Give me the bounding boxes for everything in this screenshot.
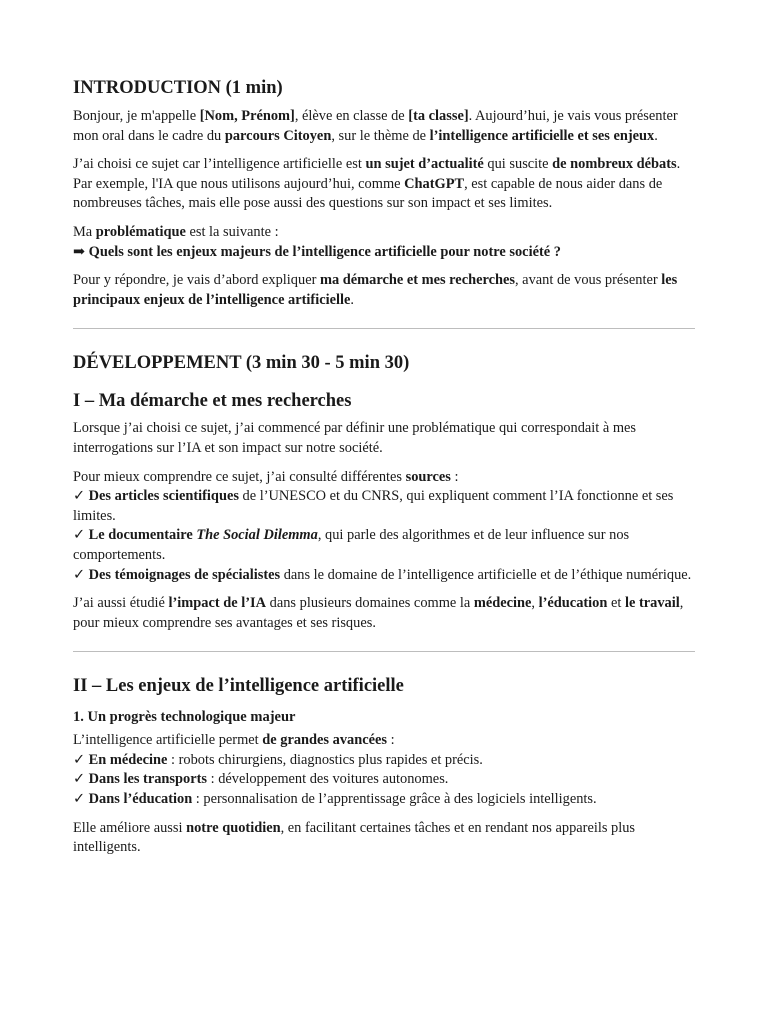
bold-text: l’éducation bbox=[538, 595, 608, 612]
bold-text: ➡ Quels sont les enjeux majeurs de l’intelligence artificielle pour notre société ? bbox=[73, 243, 561, 260]
text-run: J’ai choisi ce sujet car l’intelligence artificielle est bbox=[73, 156, 366, 173]
text-run: , pour mieux comprendre ses avantages et ses risques. bbox=[73, 595, 684, 631]
bold-text: médecine bbox=[473, 595, 532, 612]
text-run: . Par exemple, l'IA que nous utilisons aujourd’hui, comme bbox=[73, 156, 681, 192]
bold-text: Dans l’éducation bbox=[88, 791, 193, 808]
section-heading-introduction: INTRODUCTION (1 min) bbox=[73, 78, 283, 98]
emphasis-text: The Social Dilemma bbox=[196, 527, 318, 544]
text-run: , qui parle des algorithmes et de leur influence sur nos comportements. bbox=[73, 527, 630, 563]
text-run: , bbox=[531, 595, 539, 612]
text-run: ✓ bbox=[73, 791, 89, 808]
text-run: , est capable de nous aider dans de nombreuses tâches, mais elle pose aussi des questions sur son impact et ses limites. bbox=[73, 175, 663, 212]
section-divider bbox=[73, 328, 695, 329]
part2-paragraph-2 bbox=[73, 819, 695, 858]
bold-text: un sujet d’actualité bbox=[365, 156, 484, 173]
intro-paragraph-4 bbox=[73, 271, 695, 310]
document-page bbox=[73, 76, 695, 867]
text-run: J’ai aussi étudié bbox=[73, 595, 169, 612]
text-run: ✓ bbox=[73, 527, 89, 544]
text-run: L’intelligence artificielle permet bbox=[73, 732, 263, 749]
text-run: : bbox=[386, 732, 395, 749]
bold-text: Des témoignages de spécialistes bbox=[88, 566, 281, 583]
text-run: ✓ bbox=[73, 488, 89, 505]
part1-paragraph-3 bbox=[73, 594, 695, 633]
text-run: Lorsque j’ai choisi ce sujet, j’ai commencé par définir une problématique qui correspondait à mes interrogations sur l’IA et son impact sur notre société. bbox=[73, 420, 637, 456]
text-run: ✓ bbox=[73, 771, 89, 788]
text-run: dans plusieurs domaines comme la bbox=[266, 595, 474, 612]
text-run: ✓ bbox=[73, 751, 89, 768]
part1-paragraph-sources bbox=[73, 468, 695, 586]
section-divider bbox=[73, 651, 695, 652]
text-run: Pour y répondre, je vais d’abord expliquer bbox=[73, 272, 320, 289]
text-run: et bbox=[607, 595, 625, 612]
bold-text: de grandes avancées bbox=[262, 732, 387, 749]
text-run: Bonjour, je m'appelle bbox=[73, 108, 200, 124]
bold-text: l’intelligence artificielle et ses enjeux bbox=[429, 127, 655, 144]
text-run: est la suivante : bbox=[185, 223, 279, 240]
part1-paragraph-1 bbox=[73, 419, 695, 458]
bold-text: ma démarche et mes recherches bbox=[319, 272, 515, 289]
text-run: . Aujourd’hui, je vais vous présenter mon oral dans le cadre du bbox=[73, 108, 678, 144]
bold-text: Le documentaire bbox=[88, 527, 197, 544]
bold-text: sources bbox=[405, 468, 451, 485]
bold-text bbox=[196, 527, 318, 543]
text-run: : bbox=[450, 468, 459, 485]
text-run: . bbox=[350, 291, 354, 308]
text-run: Ma bbox=[73, 223, 96, 240]
text-run: , sur le thème de bbox=[331, 127, 430, 144]
intro-paragraph-2 bbox=[73, 155, 695, 214]
text-run: : personnalisation de l’apprentissage grâce à des logiciels intelligents. bbox=[192, 791, 597, 808]
text-run: Pour mieux comprendre ce sujet, j’ai consulté différentes bbox=[73, 468, 406, 485]
intro-paragraph-problematique bbox=[73, 223, 695, 262]
bold-text: le travail bbox=[624, 595, 680, 612]
section-heading-developpement: DÉVELOPPEMENT (3 min 30 - 5 min 30) bbox=[73, 353, 410, 374]
bold-text: ChatGPT bbox=[404, 175, 465, 192]
part-heading-1: I – Ma démarche et mes recherches bbox=[73, 391, 352, 412]
bold-text: En médecine bbox=[88, 751, 168, 768]
text-run: dans le domaine de l’intelligence artificielle et de l’éthique numérique. bbox=[280, 566, 692, 583]
bold-text: notre quotidien bbox=[186, 819, 281, 836]
text-run: , avant de vous présenter bbox=[514, 272, 662, 289]
text-run: qui suscite bbox=[483, 156, 553, 173]
text-run: Elle améliore aussi bbox=[73, 819, 187, 836]
text-run: : développement des voitures autonomes. bbox=[207, 771, 449, 788]
bold-text: parcours Citoyen bbox=[224, 127, 332, 144]
bold-text: l’impact de l’IA bbox=[168, 595, 267, 612]
text-run: de l’UNESCO et du CNRS, qui expliquent comment l’IA fonctionne et ses limites. bbox=[73, 488, 674, 524]
bold-text: problématique bbox=[95, 223, 186, 240]
bold-text: Dans les transports bbox=[88, 771, 207, 788]
text-run: : robots chirurgiens, diagnostics plus rapides et précis. bbox=[167, 751, 483, 768]
text-run: , élève en classe de bbox=[294, 108, 409, 124]
bold-text: [ta classe] bbox=[408, 108, 469, 124]
part2-paragraph-avancees bbox=[73, 731, 695, 809]
text-run: , en facilitant certaines tâches et en rendant nos appareils plus intelligents. bbox=[73, 819, 636, 856]
text-run: ✓ bbox=[73, 566, 89, 583]
bold-text: de nombreux débats bbox=[552, 156, 677, 173]
part-heading-2: II – Les enjeux de l’intelligence artificielle bbox=[73, 676, 404, 697]
bold-text: Des articles scientifiques bbox=[88, 488, 239, 505]
subsection-heading-1: 1. Un progrès technologique majeur bbox=[73, 709, 296, 726]
bold-text: [Nom, Prénom] bbox=[199, 108, 295, 124]
text-run: . bbox=[654, 127, 658, 144]
intro-paragraph-1 bbox=[73, 107, 695, 146]
bold-text: les principaux enjeux de l’intelligence artificielle bbox=[73, 272, 678, 308]
